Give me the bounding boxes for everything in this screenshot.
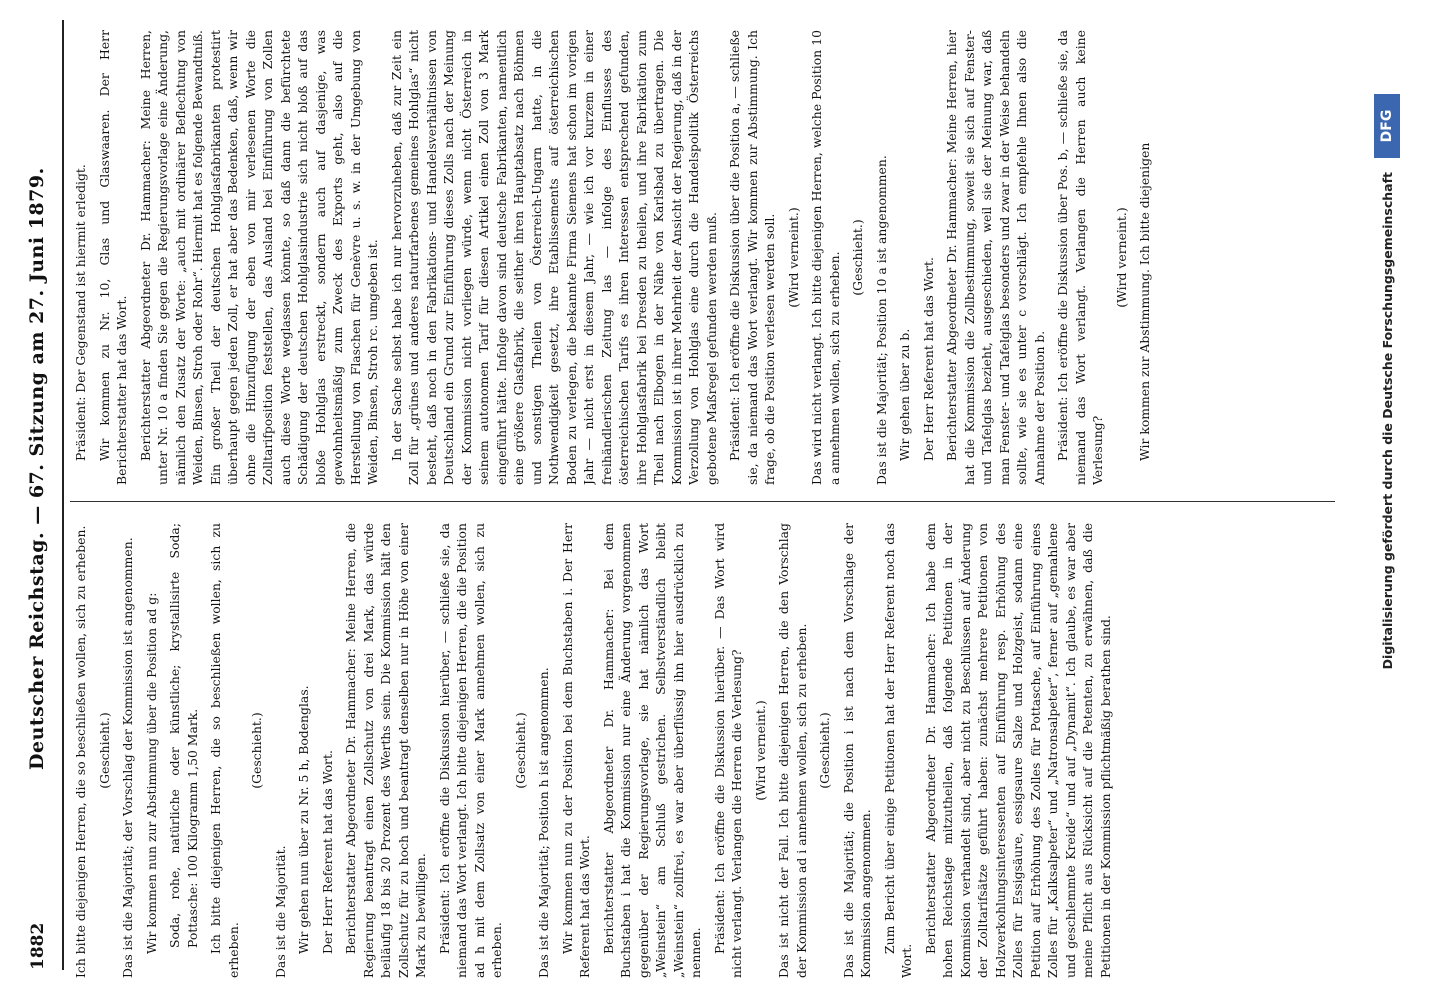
paragraph: Der Herr Referent hat das Wort. <box>319 750 335 954</box>
stage-direction: (Geschieht.) <box>249 712 264 789</box>
paragraph: Präsident: Ich eröffne die Diskussion über Pos. b, — schließe sie, da niemand das Wort verlangt. Verlangen die Herren auch keine Verlesung? <box>1055 30 1105 485</box>
digitization-credit <box>1366 0 1426 1000</box>
paragraph: In der Sache selbst habe ich nur hervorzuheben, daß zur Zeit ein Zoll für „grünes und anderes naturfarbenes gemeines Hohlglas“ nicht besteht, daß noch in den Fabrikations- und Handelsverhältnissen von Deutschland ein Grund zur Einführung dieses Zolls nach der Meinung der Kommission nicht vorliegen würde, wenn nicht Österreich in seinem autonomen Tarif für diesen Artikel einen Zoll von 3 Mark eingeführt hätte. Infolge davon sind deutsche Fabrikanten, namentlich eine größere Glasfabrik, die seither ihren Hauptabsatz nach Böhmen und sonstigen Theilen von Österreich-Ungarn hatte, in die Nothwendigkeit gesetzt, ihre Etablissements auf österreichischen Boden zu verlegen, die bekannte Firma Siemens hat schon im vorigen Jahr — nicht erst in diesem Jahr, — wie ich vor kurzem in einer freihändlerischen Zeitung las — infolge des Einflusses des österreichischen Tarifs es ihren Interessen entsprechend gefunden, ihre Hohlglasfabrik bei Dresden zu theilen, und ihre Fabrikation zum Theil nach Elbogen in der Nähe von Karlsbad zu übertragen. Die Kommission ist in ihrer Mehrheit der Ansicht der Regierung, daß in der Verzollung von Hohlglas eine durch die Handelspolitik Österreichs gebotene Maßregel gefunden werden muß. <box>388 30 719 485</box>
paragraph: Wir kommen zu Nr. 10, Glas und Glaswaaren. Der Herr Berichterstatter hat das Wort. <box>96 30 129 485</box>
paragraph: Das ist nicht der Fall. Ich bitte diejenigen Herren, die den Vorschlag der Kommission ad i annehmen wollen, sich zu erheben. <box>776 523 809 978</box>
right-column <box>72 30 1332 485</box>
paragraph: Das ist die Majorität; Position h ist angenommen. <box>536 667 551 978</box>
credit-text: Digitalisierung gefördert durch die Deutsche Forschungsgemeinschaft <box>1380 172 1395 670</box>
page-header <box>18 20 62 970</box>
paragraph: Wir gehen über zu b. <box>897 328 912 461</box>
paragraph: Das wird nicht verlangt. Ich bitte diejenigen Herren, welche Position 10 a annehmen wollen, sich zu erheben. <box>809 30 842 485</box>
paragraph: Ich bitte diejenigen Herren, die so beschließen wollen, sich zu erheben. <box>73 525 88 978</box>
paragraph: Das ist die Majorität; die Position i ist nach dem Vorschlage der Kommission angenommen. <box>840 523 873 978</box>
paragraph: Wir kommen zur Abstimmung. Ich bitte diejenigen <box>1137 142 1152 461</box>
paragraph: Wir kommen nun zur Abstimmung über die Position ad g: <box>143 592 159 954</box>
paragraph: Der Herr Referent hat das Wort. <box>920 257 936 461</box>
stage-direction: (Wird verneint.) <box>752 700 768 801</box>
paragraph: Berichterstatter Abgeordneter Dr. Hammacher: Ich habe dem hohen Reichstage mitzutheilen, daß folgende Petitionen in der Kommission verhandelt sind, aber nicht zu Beschlüssen auf Änderung der Zolltarifsätze geführt haben: zunächst mehrere Petitionen von Holzverkohlungsinteressenten auf Einführung resp. Erhöhung des Zolles für Essigsäure, essigsaure Salze und Holzgeist, sodann eine Petition auf Erhöhung des Zolles für Pottasche, auf Einführung eines Zolles für „Kalksalpeter“ und „Natronsalpeter“, ferner auf „gemahlene und geschlemmte Kreide“ und auf „Dynamit“. Ich glaube, es war aber meine Pflicht aus Rücksicht auf die Petenten, zu erwähnen, daß die Petitionen in der Kommission pflichtmäßig berathen sind. <box>922 523 1113 978</box>
left-column <box>72 523 1332 978</box>
stage-direction: (Geschieht.) <box>817 712 832 789</box>
paragraph: Wir gehen nun über zu Nr. 5 h, Bodenglas. <box>296 685 311 954</box>
stage-direction: (Geschieht.) <box>96 712 112 789</box>
header-rule <box>62 20 64 970</box>
paragraph: Präsident: Ich eröffne die Diskussion hierüber, — schließe sie, da niemand das Wort verlangt. Ich bitte diejenigen Herren, die die Position ad h mit dem Zollsatz von einer Mark annehmen wollen, sich zu erheben. <box>436 523 504 978</box>
stage-direction: (Geschieht.) <box>512 712 528 789</box>
paragraph: Präsident: Ich eröffne die Diskussion über die Position a, — schließe sie, da niemand das Wort verlangt. Wir kommen zur Abstimmung. Ich frage, ob die Position verlesen werden soll. <box>727 30 777 485</box>
paragraph: Zum Bericht über einige Petitionen hat der Herr Referent noch das Wort. <box>881 523 914 978</box>
paragraph: Berichterstatter Abgeordneter Dr. Hammacher: Meine Herren, die Regierung beantragt einen Zollschutz von drei Mark, das würde beiläufig 18 bis 20 Prozent des Werths sein. Die Kommission hält den Zollschutz für zu hoch und beantragt denselben nur in Höhe von einer Mark zu bewilligen. <box>343 523 428 978</box>
paragraph: Präsident: Der Gegenstand ist hiermit erledigt. <box>73 164 88 461</box>
paragraph: Das ist die Majorität; der Vorschlag der Kommission ist angenommen. <box>120 537 135 978</box>
paragraph: Wir kommen nun zu der Position bei dem Buchstaben i. Der Herr Referent hat das Wort. <box>559 523 592 978</box>
running-title: Deutscher Reichstag. — 67. Sitzung am 27. Juni 1879. <box>26 167 48 770</box>
dfg-logo: DFG <box>1374 94 1400 158</box>
stage-direction: (Geschieht.) <box>850 219 865 296</box>
paragraph: Soda, rohe, natürliche oder künstliche; krystallisirte Soda; Pottasche: 100 Kilogramm 1,50 Mark. <box>167 523 200 948</box>
paragraph: Berichterstatter Abgeordneter Dr. Hammacher: Meine Herren, hier hat die Kommission die Zollbestimmung, soweit sie sich auf Fenster- und Tafelglas bezieht, ausgeschieden, weil sie der Meinung war, daß man Fenster- und Tafelglas besonders und zwar in der Weise behandeln sollte, wie sie es unter c vorschlägt. Ich empfehle Ihnen also die Annahme der Position b. <box>944 30 1047 485</box>
column-divider <box>70 501 1335 502</box>
stage-direction: (Wird verneint.) <box>785 207 801 308</box>
stage-direction: (Wird verneint.) <box>1113 207 1129 308</box>
page-number: 1882 <box>28 922 48 970</box>
paragraph: Präsident: Ich eröffne die Diskussion hierüber. — Das Wort wird nicht verlangt. Verlangen die Herren die Verlesung? <box>711 523 744 978</box>
paragraph: Berichterstatter Abgeordneter Dr. Hammacher: Meine Herren, unter Nr. 10 a finden Sie gegen die Regierungsvorlage eine Änderung, nämlich den Zusatz der Worte: „auch mit ordinärer Beflechtung von Weiden, Binsen, Stroh oder Rohr“. Hiermit hat es folgende Bewandtniß. Ein großer Theil der deutschen Hohlglasfabrikanten protestirt überhaupt gegen jeden Zoll, er hat aber das Bedenken, daß, wenn wir ohne die Hinzufügung der eben von mir verlesenen Worte die Zolltarifposition feststellen, das Ausland bei Einführung von Zollen auch diese Worte weglassen könnte, so daß dann die befürchtete Schädigung der deutschen Hohlglasindustrie sich nicht bloß auf das bloße Hohlglas erstreckt, sondern auch auf dasjenige, was gewohnheitsmäßig zum Zweck des Exports geht, also auf die Herstellung von Flaschen für Genèvre u. s. w. in der Umgebung von Weiden, Binsen, Stroh rc. umgeben ist. <box>137 30 380 485</box>
paragraph: Ich bitte diejenigen Herren, die so beschließen wollen, sich zu erheben. <box>208 523 241 978</box>
paragraph: Das ist die Majorität; Position 10 a ist angenommen. <box>873 155 889 485</box>
paragraph: Berichterstatter Abgeordneter Dr. Hammacher: Bei dem Buchstaben i hat die Kommission nur eine Änderung vorgenommen gegenüber der Regierungsvorlage, sie hat nämlich das Wort „Weinstein“ am Schluß gestrichen. Selbstverständlich bleibt „Weinstein“ zollfrei, es war aber überflüssig ihn hier ausdrücklich zu nennen. <box>600 523 703 978</box>
paragraph: Das ist die Majorität. <box>272 845 288 978</box>
